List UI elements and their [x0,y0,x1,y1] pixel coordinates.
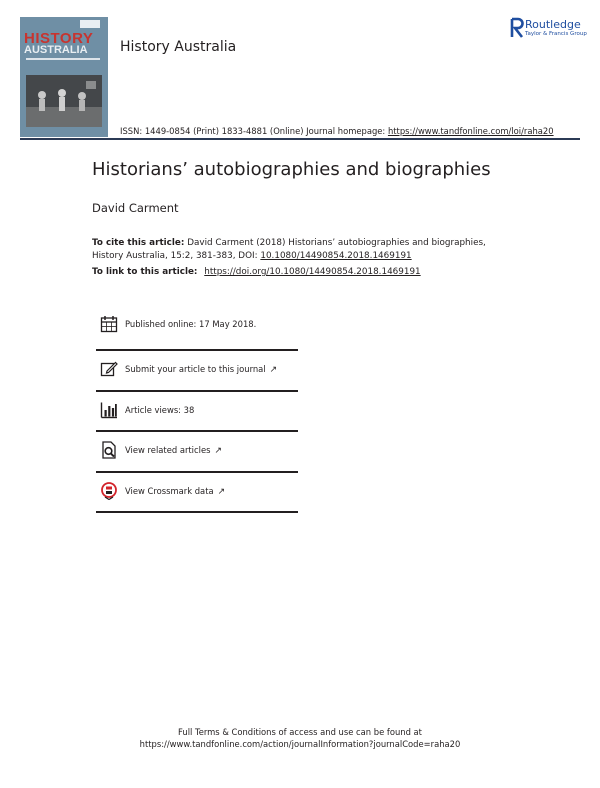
crossmark-label: View Crossmark data [125,486,214,496]
doi-link[interactable]: 10.1080/14490854.2018.1469191 [260,250,412,261]
published-online-row [96,305,298,345]
publisher-name: Routledge [525,18,581,31]
citation-block [92,237,512,262]
link-line [92,267,421,277]
related-search-icon [100,441,118,459]
published-online-text: Published online: 17 May 2018. [125,319,257,329]
article-doi-url[interactable]: https://doi.org/10.1080/14490854.2018.1469191 [204,267,421,277]
footer [0,726,600,750]
submit-article-row[interactable] [96,350,298,390]
issn-line [120,126,554,136]
cover-subtitle-strip [26,58,100,60]
edit-icon [100,360,118,378]
submit-article-link[interactable] [125,364,277,375]
link-label: To link to this article: [92,267,198,277]
cover-badge [80,20,100,28]
crossmark-row[interactable] [96,472,298,512]
related-articles-label: View related articles [125,445,211,455]
related-articles-row[interactable] [96,431,298,471]
crossmark-link[interactable] [125,486,225,497]
external-link-icon: ↗ [269,365,278,375]
cite-text: David Carment (2018) Historians’ autobiographies and biographies, History Australia, 15:2, 381-383, DOI: [92,238,486,261]
article-views-text: Article views: 38 [125,405,195,415]
calendar-icon [100,315,118,333]
external-link-icon: ↗ [214,446,223,456]
footer-terms-url[interactable]: https://www.tandfonline.com/action/journalInformation?journalCode=raha20 [139,739,461,749]
journal-cover-image [20,17,108,137]
cover-title-history: HISTORY [24,30,94,47]
article-author: David Carment [92,201,179,215]
cover-photo [26,75,102,127]
cover-title-australia: AUSTRALIA [24,44,88,56]
crossmark-icon [100,482,118,500]
footer-terms-text: Full Terms & Conditions of access and use can be found at [178,727,422,737]
header-divider [20,138,580,140]
external-link-icon: ↗ [217,487,226,497]
related-articles-link[interactable] [125,445,222,456]
article-title: Historians’ autobiographies and biographies [92,159,491,180]
bar-chart-icon [100,401,118,419]
publisher-group: Taylor & Francis Group [525,31,587,37]
submit-article-label: Submit your article to this journal [125,364,266,374]
journal-name[interactable]: History Australia [120,39,237,55]
info-divider [96,511,298,513]
cover-photo-scene [26,75,102,127]
journal-homepage-link[interactable]: https://www.tandfonline.com/loi/raha20 [387,126,554,136]
article-views-row [96,391,298,431]
issn-text: ISSN: 1449-0854 (Print) 1833-4881 (Online) Journal homepage: [120,126,386,136]
routledge-r-icon [510,17,524,39]
publisher-logo[interactable] [510,17,590,41]
cite-label: To cite this article: [92,238,185,248]
